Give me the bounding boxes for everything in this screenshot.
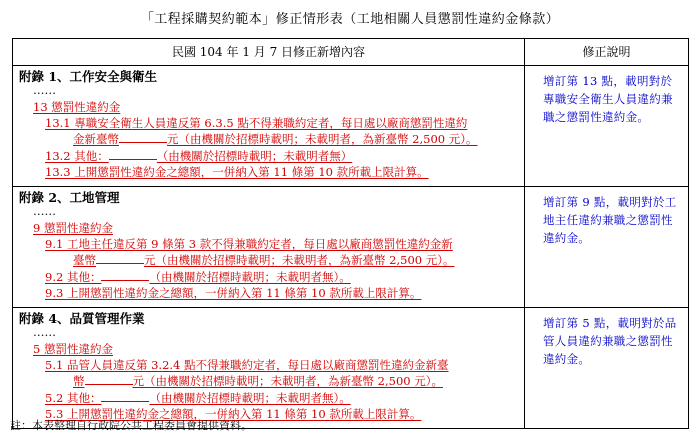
header-explanation: 修正說明	[525, 39, 689, 66]
amount-blank	[85, 374, 133, 385]
clause-line: 元（由機關於招標時載明；未載明者，為新臺幣 2,500 元）。	[144, 253, 455, 268]
section-heading: 附錄 2、工地管理	[19, 190, 120, 205]
clause-line: 5.3 上開懲罰性違約金之總額，一併納入第 11 條第 10 款所載上限計算。	[45, 406, 422, 421]
other-blank	[101, 391, 149, 402]
table-row	[13, 308, 689, 429]
clause-line: 9.3 上開懲罰性違約金之總額，一併納入第 11 條第 10 款所載上限計算。	[45, 285, 422, 300]
penalty-item-title: 13 懲罰性違約金	[33, 100, 121, 114]
other-blank	[109, 149, 157, 160]
ellipsis: ……	[33, 204, 56, 218]
clause-line: 幣	[73, 374, 85, 389]
penalty-item-title: 5 懲罰性違約金	[33, 342, 113, 356]
clause-line: 13.3 上開懲罰性違約金之總額，一併納入第 11 條第 10 款所載上限計算。	[45, 164, 429, 179]
clause-line: 5.2 其他：	[45, 390, 102, 405]
clause-line: 9.2 其他：	[45, 269, 102, 284]
section-heading: 附錄 1、工作安全與衛生	[19, 69, 158, 84]
revision-note: 增訂第 5 點，載明對於品管人員違約兼職之懲罰性違約金。	[525, 308, 689, 429]
ellipsis: ……	[33, 83, 56, 97]
header-content: 民國 104 年 1 月 7 日修正新增內容	[13, 39, 525, 66]
clause-line: 13.1 專職安全衛生人員違反第 6.3.5 點不得兼職約定者，每日處以廠商懲罰性違約	[45, 116, 468, 131]
other-blank	[101, 270, 149, 281]
table-row	[13, 66, 689, 187]
clause-line: （由機關於招標時載明；未載明者無）。	[149, 390, 351, 405]
page-title: 「工程採購契約範本」修正情形表（工地相關人員懲罰性違約金條款）	[140, 12, 560, 27]
clause-line: （由機關於招標時載明；未載明者無）。	[149, 269, 351, 284]
footnote: 註：本表整理自行政院公共工程委員會提供資料。	[10, 419, 252, 432]
amount-blank	[119, 132, 167, 143]
clause-line: 元（由機關於招標時載明；未載明者，為新臺幣 2,500 元）。	[167, 132, 478, 147]
clause-line: 金新臺幣	[73, 132, 119, 147]
section-content	[13, 187, 525, 308]
section-content	[13, 66, 525, 187]
amount-blank	[96, 253, 144, 264]
revision-table	[12, 38, 689, 429]
clause-line: 5.1 品管人員違反第 3.2.4 點不得兼職約定者，每日處以廠商懲罰性違約金新臺	[45, 358, 449, 373]
section-content	[13, 308, 525, 429]
table-row	[13, 187, 689, 308]
clause-line: 臺幣	[73, 253, 96, 268]
revision-note: 增訂第 13 點，載明對於專職安全衛生人員違約兼職之懲罰性違約金。	[525, 66, 689, 187]
ellipsis: ……	[33, 325, 56, 339]
revision-note: 增訂第 9 點，載明對於工地主任違約兼職之懲罰性違約金。	[525, 187, 689, 308]
clause-line: （由機關於招標時載明；未載明者無）	[156, 148, 353, 163]
penalty-item-title: 9 懲罰性違約金	[33, 221, 113, 235]
section-heading: 附錄 4、品質管理作業	[19, 311, 145, 326]
clause-line: 13.2 其他：	[45, 148, 109, 163]
clause-line: 9.1 工地主任違反第 9 條第 3 款不得兼職約定者，每日處以廠商懲罰性違約金新	[45, 237, 453, 252]
clause-line: 元（由機關於招標時載明；未載明者，為新臺幣 2,500 元）。	[132, 374, 443, 389]
table-header-row	[13, 39, 689, 66]
